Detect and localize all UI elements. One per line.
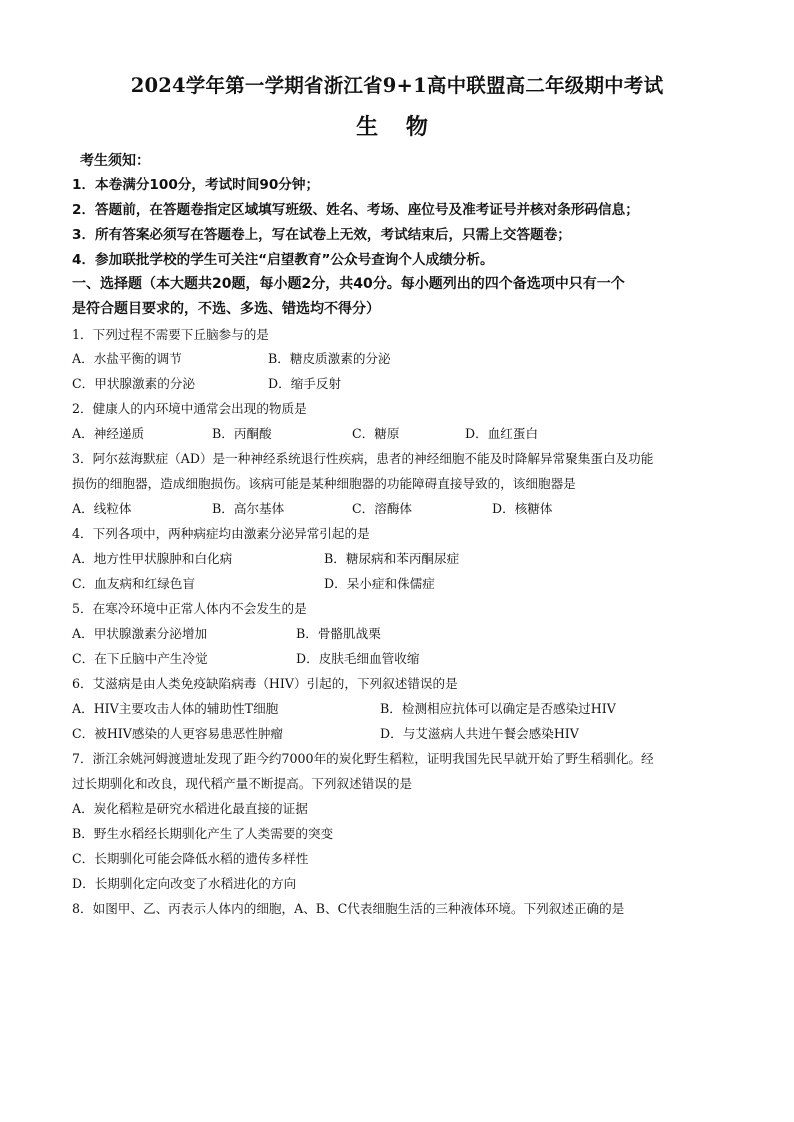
option-a: A．地方性甲状腺肿和白化病 — [72, 551, 233, 566]
notice-item: 2．答题前，在答题卷指定区域填写班级、姓名、考场、座位号及准考证号并核对条形码信息； — [72, 202, 639, 218]
exam-title: 2024学年第一学期省浙江省9+1高中联盟高二年级期中考试 — [130, 74, 664, 97]
option-d: D．长期驯化定向改变了水稻进化的方向 — [72, 876, 297, 891]
option-a: A．水盐平衡的调节 — [72, 351, 182, 366]
question-4: 4．下列各项中，两种病症均由激素分泌异常引起的是 — [72, 526, 370, 541]
section-heading-cont: 是符合题目要求的，不选、多选、错选均不得分） — [72, 301, 380, 317]
option-a: A．神经递质 — [72, 426, 145, 441]
option-c: C．被HIV感染的人更容易患恶性肿瘤 — [72, 726, 284, 741]
option-c: C．在下丘脑中产生冷觉 — [72, 651, 208, 666]
question-7-cont: 过长期驯化和改良，现代稻产量不断提高。下列叙述错误的是 — [72, 776, 413, 791]
option-b: B．检测相应抗体可以确定是否感染过HIV — [380, 701, 616, 716]
notice-item: 4．参加联批学校的学生可关注“启望教育”公众号查询个人成绩分析。 — [72, 252, 494, 268]
option-c: C．血友病和红绿色盲 — [72, 576, 195, 591]
option-a: A．炭化稻粒是研究水稻进化最直接的证据 — [72, 801, 308, 816]
option-c: C．长期驯化可能会降低水稻的遗传多样性 — [72, 851, 309, 866]
question-7: 7．浙江余姚河姆渡遗址发现了距今约7000年的炭化野生稻粒，证明我国先民早就开始了野生稻驯化。经 — [72, 751, 654, 766]
option-d: D．核糖体 — [492, 501, 553, 516]
option-c: C．甲状腺激素的分泌 — [72, 376, 195, 391]
option-b: B．野生水稻经长期驯化产生了人类需要的突变 — [72, 826, 334, 841]
option-d: D．血红蛋白 — [465, 426, 539, 441]
section-heading: 一、选择题（本大题共20题，每小题2分，共40分。每小题列出的四个备选项中只有一个 — [72, 276, 625, 292]
question-1: 1．下列过程不需要下丘脑参与的是 — [72, 327, 269, 342]
option-a: A．线粒体 — [72, 501, 132, 516]
question-6: 6．艾滋病是由人类免疫缺陷病毒（HIV）引起的，下列叙述错误的是 — [72, 676, 458, 691]
option-a: A．甲状腺激素分泌增加 — [72, 626, 208, 641]
option-b: B．骨骼肌战栗 — [296, 626, 381, 641]
notice-item: 1．本卷满分100分，考试时间90分钟； — [72, 177, 320, 193]
question-2: 2．健康人的内环境中通常会出现的物质是 — [72, 401, 307, 416]
subject-title: 生 物 — [356, 114, 438, 140]
question-3: 3．阿尔兹海默症（AD）是一种神经系统退行性疾病，患者的神经细胞不能及时降解异常聚集蛋白及功能 — [72, 451, 654, 466]
question-3-cont: 损伤的细胞器，造成细胞损伤。该病可能是某种细胞器的功能障碍直接导致的，该细胞器是 — [72, 476, 576, 491]
option-b: B．糖尿病和苯丙酮尿症 — [324, 551, 460, 566]
option-d: D．皮肤毛细血管收缩 — [296, 651, 420, 666]
option-a: A．HIV主要攻击人体的辅助性T细胞 — [72, 701, 279, 716]
option-c: C．溶酶体 — [352, 501, 413, 516]
question-5: 5．在寒冷环境中正常人体内不会发生的是 — [72, 601, 307, 616]
option-d: D．呆小症和侏儒症 — [324, 576, 435, 591]
option-d: D．与艾滋病人共进午餐会感染HIV — [380, 726, 579, 741]
notice-item: 3．所有答案必须写在答题卷上，写在试卷上无效，考试结束后，只需上交答题卷； — [72, 227, 571, 243]
option-b: B．糖皮质激素的分泌 — [268, 351, 391, 366]
option-b: B．高尔基体 — [212, 501, 285, 516]
notice-heading: 考生须知： — [80, 153, 150, 169]
option-d: D．缩手反射 — [268, 376, 342, 391]
option-b: B．丙酮酸 — [212, 426, 272, 441]
question-8: 8．如图甲、乙、丙表示人体内的细胞，A、B、C代表细胞生活的三种液体环境。下列叙述正确的是 — [72, 901, 625, 916]
option-c: C．糖原 — [352, 426, 400, 441]
